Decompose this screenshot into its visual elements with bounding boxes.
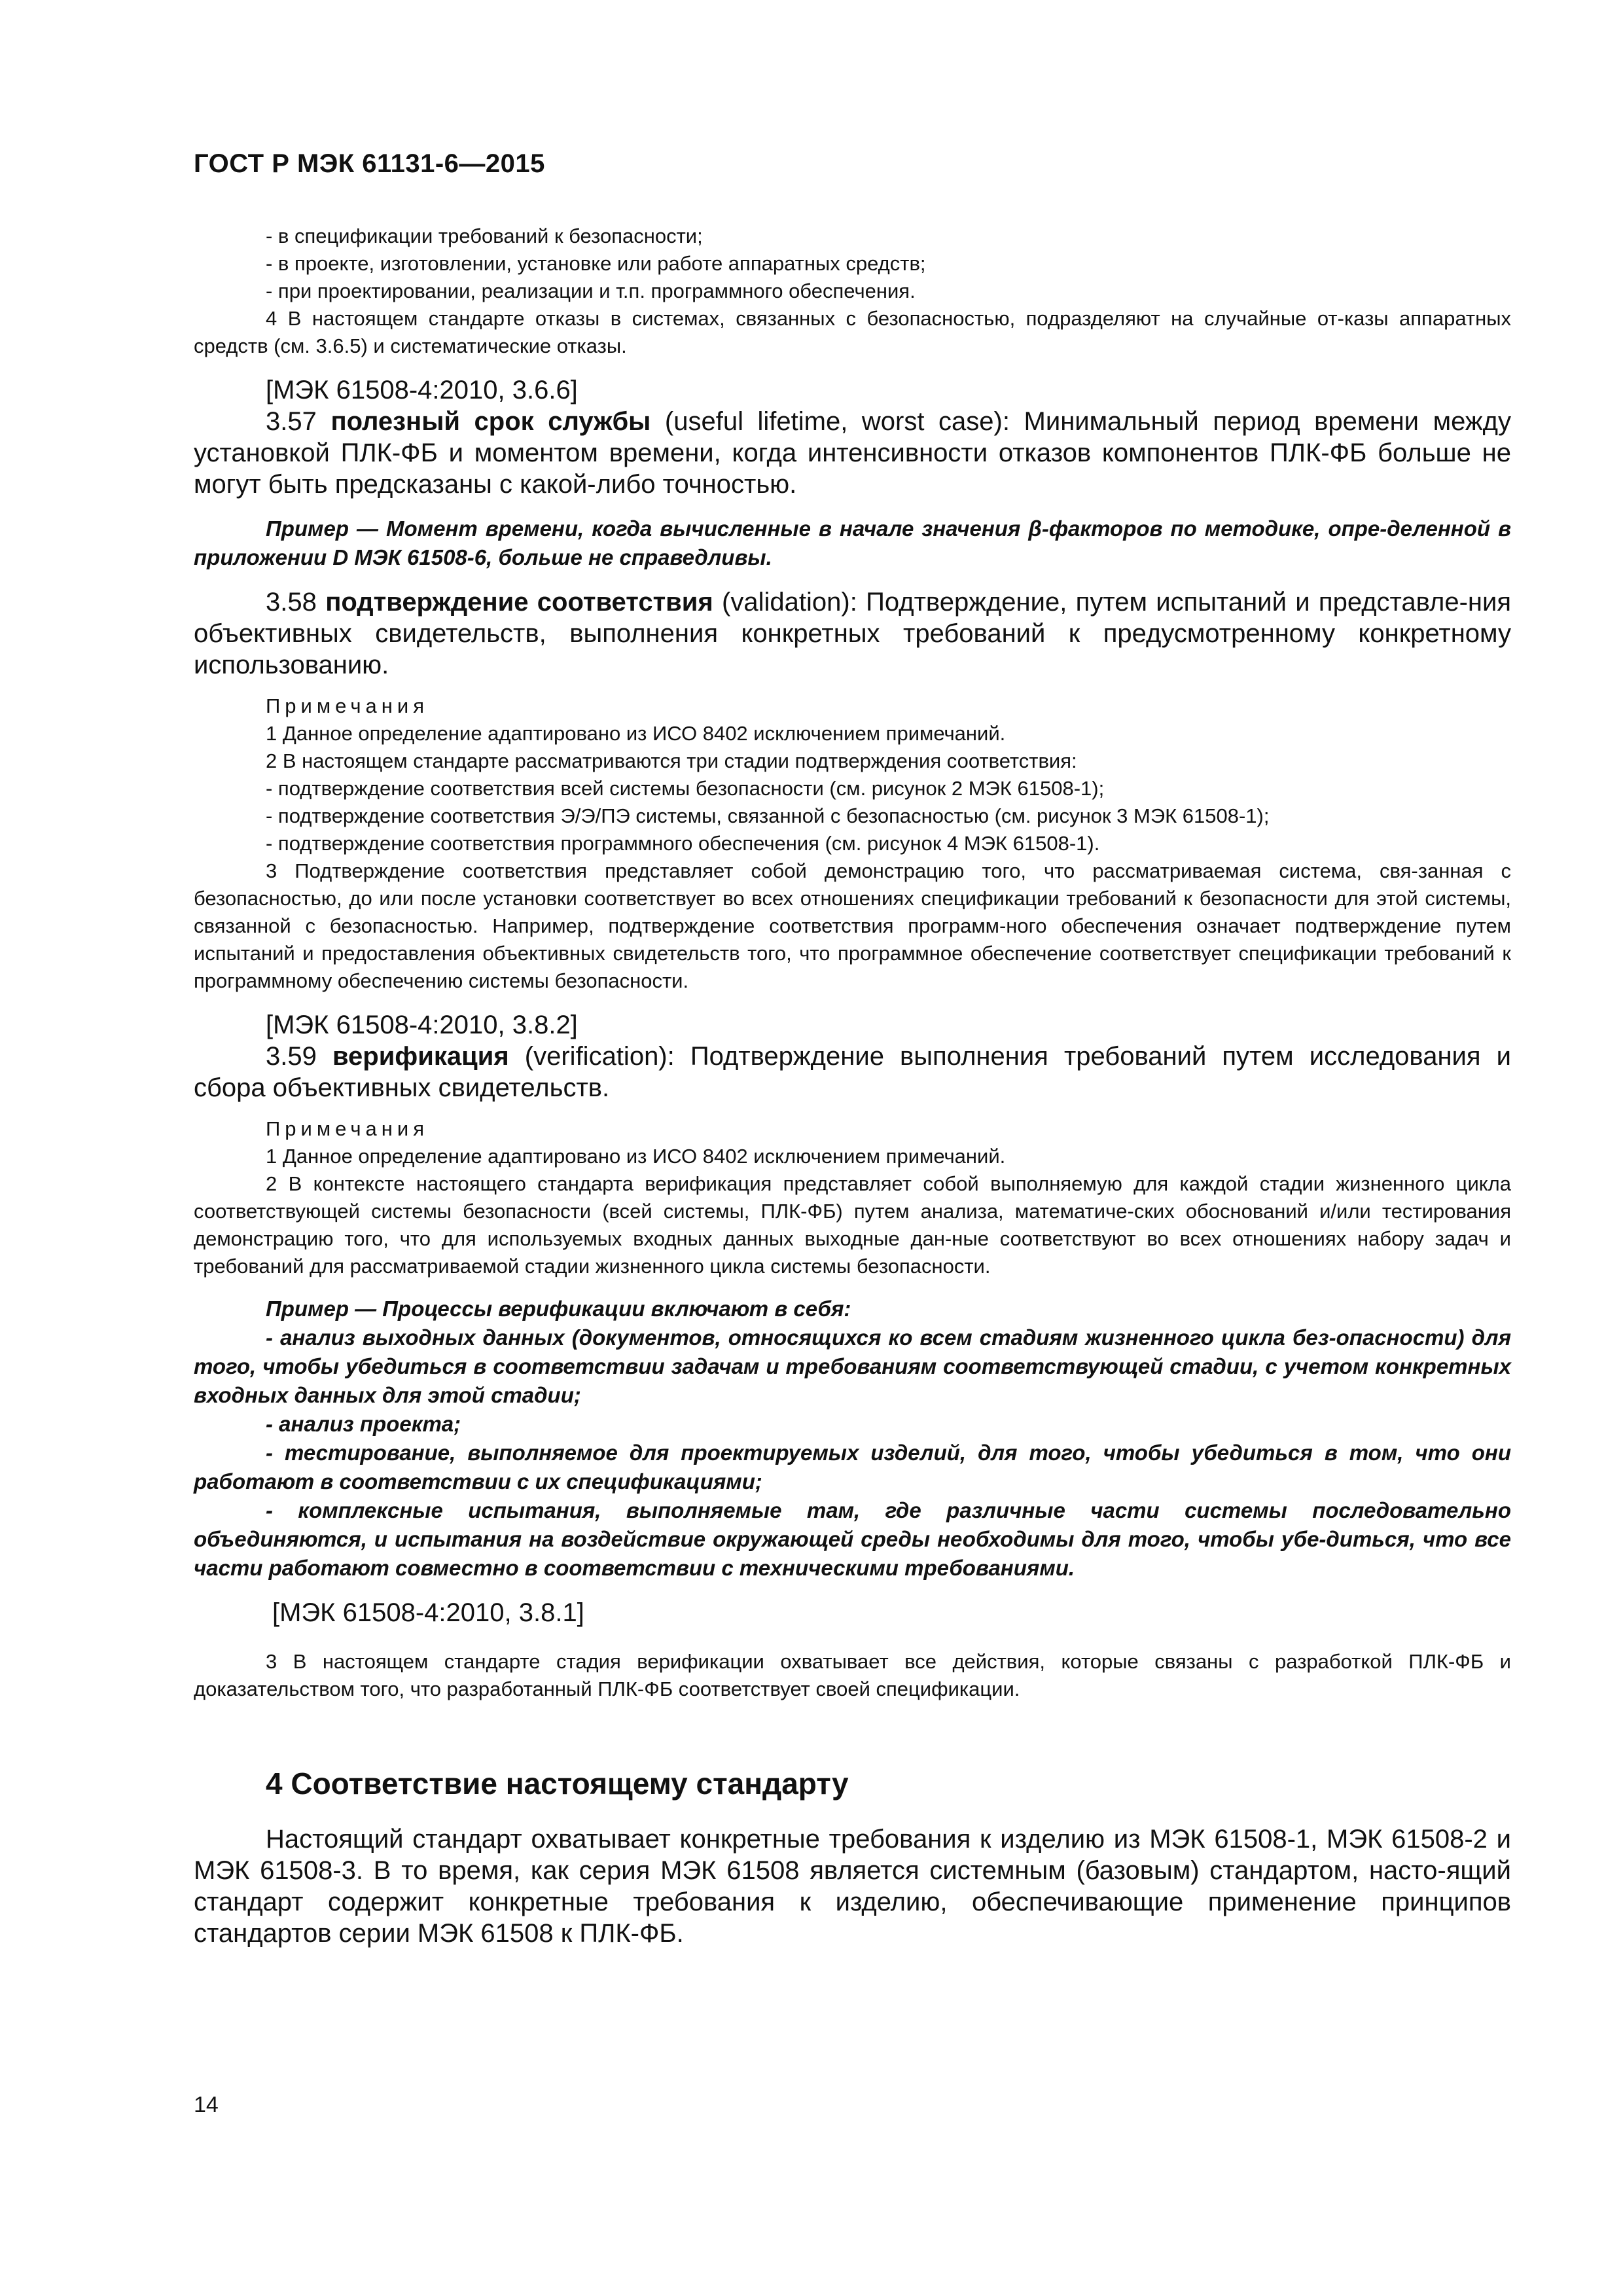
notes-heading: Примечания: [266, 694, 429, 717]
term-3-57: [194, 406, 1511, 500]
note-item: 2 В настоящем стандарте рассматриваются три стадии подтверждения соответствия:: [266, 749, 1077, 772]
example-item: - анализ выходных данных (документов, относящихся ко всем стадиям жизненного цикла без-опасности) для того, чтобы убедиться в соответствии задачам и требованиям соответствующей стадии, с учетом конкретных входных данных для этой стадии;: [194, 1325, 1511, 1407]
note-item: - подтверждение соответствия всей системы безопасности (см. рисунок 2 МЭК 61508-1);: [266, 777, 1105, 800]
term-3-58: [194, 586, 1511, 681]
note-item: - подтверждение соответствия программного обеспечения (см. рисунок 4 МЭК 61508-1).: [266, 832, 1100, 855]
term-definition: (verification): Подтверждение выполнения требований путем исследования и сбора объективных свидетельств.: [194, 1042, 1511, 1102]
intro-note-item: - в проекте, изготовлении, установке или работе аппаратных средств;: [266, 252, 926, 275]
example-heading: Пример — Процессы верификации включают в себя:: [266, 1297, 851, 1321]
term-definition: (useful lifetime, worst case): Минимальный период времени между установкой ПЛК-ФБ и моментом времени, когда интенсивности отказов компонентов ПЛК-ФБ больше не могут быть предсказаны с какой-либо точностью.: [194, 407, 1511, 499]
example-item: - тестирование, выполняемое для проектируемых изделий, для того, чтобы убедиться в том, что они работают в соответствии с их спецификациями;: [194, 1441, 1511, 1494]
term-number: 3.59: [266, 1042, 317, 1071]
term-name: полезный срок службы: [330, 407, 651, 436]
notes-heading: Примечания: [266, 1117, 429, 1140]
intro-note-4: 4 В настоящем стандарте отказы в системах, связанных с безопасностью, подразделяют на случайные от-казы аппаратных средств (см. 3.6.5) и систематические отказы.: [194, 307, 1511, 357]
document-header: ГОСТ Р МЭК 61131-6—2015: [194, 149, 545, 178]
intro-note-item: - при проектировании, реализации и т.п. программного обеспечения.: [266, 279, 916, 302]
example-item: - комплексные испытания, выполняемые там, где различные части системы последовательно объединяются, и испытания на воздействие окружающей среды необходимы для того, чтобы убе-диться, что все части работают совместно в соответствии с техническими требованиями.: [194, 1498, 1511, 1580]
intro-note-item: - в спецификации требований к безопасности;: [266, 224, 703, 247]
example-3-57: Пример — Момент времени, когда вычисленные в начале значения β-факторов по методике, опре-деленной в приложении D МЭК 61508-6, больше не справедливы.: [194, 516, 1511, 569]
reference-3-6-6: [МЭК 61508-4:2010, 3.6.6]: [266, 376, 578, 404]
term-number: 3.58: [266, 588, 317, 617]
term-name: верификация: [332, 1042, 509, 1071]
note-item: 1 Данное определение адаптировано из ИСО 8402 исключением примечаний.: [266, 722, 1006, 745]
term-definition: (validation): Подтверждение, путем испытаний и представле-ния объективных свидетельств, выполнения конкретных требований к предусмотренному конкретному использованию.: [194, 588, 1511, 679]
term-3-59: [194, 1041, 1511, 1103]
page-content: [194, 223, 1511, 1949]
note-item: - подтверждение соответствия Э/Э/ПЭ системы, связанной с безопасностью (см. рисунок 3 МЭК 61508-1);: [266, 804, 1270, 827]
section-4-title: 4 Соответствие настоящему стандарту: [266, 1767, 849, 1801]
note-item: 1 Данное определение адаптировано из ИСО 8402 исключением примечаний.: [266, 1145, 1006, 1168]
reference-3-8-2: [МЭК 61508-4:2010, 3.8.2]: [266, 1011, 578, 1039]
term-number: 3.57: [266, 407, 317, 436]
example-item: - анализ проекта;: [266, 1412, 461, 1436]
term-name: подтверждение соответствия: [325, 588, 713, 617]
note-3-verification: 3 В настоящем стандарте стадия верификации охватывает все действия, которые связаны с разработкой ПЛК-ФБ и доказательством того, что разработанный ПЛК-ФБ соответствует своей спецификации.: [194, 1650, 1511, 1700]
reference-3-8-1: [МЭК 61508-4:2010, 3.8.1]: [272, 1598, 584, 1627]
note-3: 3 Подтверждение соответствия представляет собой демонстрацию того, что рассматриваемая система, свя-занная с безопасностью, до или после установки соответствует во всех отношениях спецификации требований к безопасности для этой системы, связанной с безопасностью. Например, подтверждение соответствия программ-ного обеспечения означает подтверждение путем испытаний и предоставления объективных свидетельств того, что программное обеспечение соответствует спецификации требований к программному обеспечению системы безопасности.: [194, 859, 1511, 992]
page-number: 14: [194, 2092, 219, 2117]
section-4-text: Настоящий стандарт охватывает конкретные требования к изделию из МЭК 61508-1, МЭК 61508-2 и МЭК 61508-3. В то время, как серия МЭК 61508 является системным (базовым) стандартом, насто-ящий стандарт содержит конкретные требования к изделию, обеспечивающие применение принципов стандартов серии МЭК 61508 к ПЛК-ФБ.: [194, 1825, 1511, 1948]
note-item: 2 В контексте настоящего стандарта верификация представляет собой выполняемую для каждой стадии жизненного цикла соответствующей системы безопасности (всей системы, ПЛК-ФБ) путем анализа, математиче-ских обоснований и/или тестирования демонстрацию того, что для используемых входных данных выходные дан-ные соответствуют во всех отношениях набору задач и требований для рассматриваемой стадии жизненного цикла системы безопасности.: [194, 1172, 1511, 1278]
